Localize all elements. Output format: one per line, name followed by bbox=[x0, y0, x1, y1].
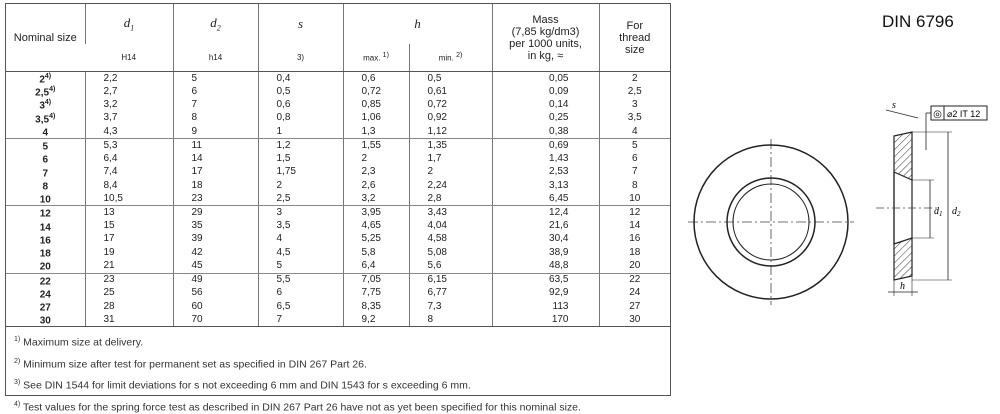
footnotes bbox=[6, 327, 670, 414]
header-mass: Mass (7,85 kg/dm3) per 1000 units, in kg, ≈ bbox=[492, 4, 599, 72]
cell-thread: 4 bbox=[599, 125, 670, 139]
cell-s: 2,5 bbox=[258, 192, 343, 206]
cell-hmax: 1,55 bbox=[343, 139, 409, 153]
cell-d1: 17 bbox=[85, 233, 173, 246]
cell-hmin: 5,08 bbox=[409, 246, 492, 259]
cell-hmin: 1,12 bbox=[409, 125, 492, 139]
cell-hmin: 0,61 bbox=[409, 85, 492, 98]
cell-hmax: 1,3 bbox=[343, 125, 409, 139]
cell-d2: 45 bbox=[173, 259, 258, 273]
table-row bbox=[6, 287, 670, 300]
cell-thread: 7 bbox=[599, 166, 670, 179]
cell-size: 16 bbox=[39, 235, 51, 247]
cell-thread: 12 bbox=[599, 206, 670, 220]
cell-hmin: 6,15 bbox=[409, 273, 492, 287]
dimension-table bbox=[6, 4, 670, 327]
cell-mass: 0,05 bbox=[492, 72, 599, 86]
s-label: s bbox=[892, 100, 896, 111]
header-s-reference: 3) bbox=[258, 44, 343, 72]
table-row bbox=[6, 259, 670, 273]
cell-mass: 3,13 bbox=[492, 179, 599, 192]
washer-section-view bbox=[868, 98, 990, 298]
cell-hmax: 8,35 bbox=[343, 300, 409, 313]
cell-size: 6 bbox=[42, 154, 49, 166]
cell-d2: 39 bbox=[173, 233, 258, 246]
cell-s: 6 bbox=[258, 287, 343, 300]
upper-section-hatch bbox=[894, 132, 912, 180]
cell-mass: 170 bbox=[492, 313, 599, 327]
cell-s: 1,2 bbox=[258, 139, 343, 153]
cell-s: 4 bbox=[258, 233, 343, 246]
cell-s: 6,5 bbox=[258, 300, 343, 313]
cell-thread: 8 bbox=[599, 179, 670, 192]
table-row bbox=[6, 233, 670, 246]
cell-d2: 18 bbox=[173, 179, 258, 192]
cell-size: 30 bbox=[6, 313, 85, 327]
cell-d2: 49 bbox=[173, 273, 258, 287]
cell-size: 3,5$^{4)}$ bbox=[35, 112, 56, 126]
cell-thread: 14 bbox=[599, 220, 670, 233]
cell-d1: 3,7 bbox=[85, 112, 173, 125]
cell-d2: 42 bbox=[173, 246, 258, 259]
header-d2: $d_2$ bbox=[173, 4, 258, 44]
cell-hmin: 0,92 bbox=[409, 112, 492, 125]
cell-s: 1,75 bbox=[258, 166, 343, 179]
cell-size: 2$^{4)}$ bbox=[39, 73, 52, 86]
cell-s: 3 bbox=[258, 206, 343, 220]
cell-hmax: 7,05 bbox=[343, 273, 409, 287]
cell-hmax: 0,6 bbox=[343, 72, 409, 86]
cell-hmax: 3,2 bbox=[343, 192, 409, 206]
header-h-min: min. $^{2)}$ bbox=[409, 44, 492, 72]
cell-d2: 35 bbox=[173, 220, 258, 233]
cell-thread: 30 bbox=[599, 313, 670, 327]
cell-d2: 23 bbox=[173, 192, 258, 206]
cell-d1: 31 bbox=[85, 313, 173, 327]
d1-label: $d_1$ bbox=[934, 206, 943, 218]
table-body bbox=[6, 72, 670, 327]
cell-thread: 3,5 bbox=[599, 112, 670, 125]
cell-d1: 3,2 bbox=[85, 98, 173, 111]
cell-size: 10 bbox=[6, 192, 85, 206]
cell-d2: 5 bbox=[173, 72, 258, 86]
cell-d2: 7 bbox=[173, 98, 258, 111]
cell-size: 14 bbox=[39, 221, 51, 233]
table-row bbox=[6, 72, 670, 86]
cell-size: 24 bbox=[39, 289, 51, 301]
cell-thread: 18 bbox=[599, 246, 670, 259]
table-row bbox=[6, 179, 670, 192]
cell-thread: 27 bbox=[599, 300, 670, 313]
cell-hmin: 5,6 bbox=[409, 259, 492, 273]
cell-d1: 2,2 bbox=[85, 72, 173, 86]
cell-hmin: 4,58 bbox=[409, 233, 492, 246]
cell-hmin: 4,04 bbox=[409, 220, 492, 233]
cell-thread: 16 bbox=[599, 233, 670, 246]
cell-d2: 60 bbox=[173, 300, 258, 313]
d2-label: $d_2$ bbox=[952, 206, 961, 218]
lower-section-hatch bbox=[894, 238, 912, 280]
cell-d1: 15 bbox=[85, 220, 173, 233]
cell-s: 4,5 bbox=[258, 246, 343, 259]
cell-mass: 92,9 bbox=[492, 287, 599, 300]
cell-mass: 12,4 bbox=[492, 206, 599, 220]
cell-d2: 17 bbox=[173, 166, 258, 179]
cell-mass: 63,5 bbox=[492, 273, 599, 287]
cell-hmax: 4,65 bbox=[343, 220, 409, 233]
cell-thread: 10 bbox=[599, 192, 670, 206]
cell-hmax: 5,25 bbox=[343, 233, 409, 246]
cell-hmax: 6,4 bbox=[343, 259, 409, 273]
cell-size: 2,5$^{4)}$ bbox=[35, 86, 56, 99]
cell-d1: 6,4 bbox=[85, 152, 173, 165]
cell-d1: 21 bbox=[85, 259, 173, 273]
cell-d2: 11 bbox=[173, 139, 258, 153]
cell-hmin: 2,24 bbox=[409, 179, 492, 192]
cell-s: 5,5 bbox=[258, 273, 343, 287]
cell-size: 18 bbox=[39, 248, 51, 260]
footnote-4: $^{4)}$ Test values for the spring force test as described in DIN 267 Part 26 have not as yet been specified for this nominal size. bbox=[14, 400, 581, 414]
cell-hmax: 3,95 bbox=[343, 206, 409, 220]
cell-mass: 48,8 bbox=[492, 259, 599, 273]
cell-hmax: 1,06 bbox=[343, 112, 409, 125]
cell-s: 7 bbox=[258, 313, 343, 327]
table-row bbox=[6, 313, 670, 327]
cell-thread: 3 bbox=[599, 98, 670, 111]
cell-d2: 29 bbox=[173, 206, 258, 220]
cell-d1: 25 bbox=[85, 287, 173, 300]
cell-hmin: 1,7 bbox=[409, 152, 492, 165]
cell-mass: 21,6 bbox=[492, 220, 599, 233]
table-row bbox=[6, 220, 670, 233]
table-row bbox=[6, 206, 670, 220]
cell-thread: 24 bbox=[599, 287, 670, 300]
header-thread-size: For thread size bbox=[599, 4, 670, 72]
cell-hmin: 8 bbox=[409, 313, 492, 327]
cell-d1: 23 bbox=[85, 273, 173, 287]
cell-mass: 0,25 bbox=[492, 112, 599, 125]
cell-d1: 2,7 bbox=[85, 85, 173, 98]
cell-hmax: 7,75 bbox=[343, 287, 409, 300]
cell-mass: 1,43 bbox=[492, 152, 599, 165]
cell-d2: 6 bbox=[173, 85, 258, 98]
cell-hmax: 9,2 bbox=[343, 313, 409, 327]
cell-d1: 19 bbox=[85, 246, 173, 259]
cell-s: 0,6 bbox=[258, 98, 343, 111]
cell-size: 7 bbox=[42, 167, 49, 179]
cell-d1: 8,4 bbox=[85, 179, 173, 192]
cell-thread: 2 bbox=[599, 72, 670, 86]
cell-size: 20 bbox=[6, 259, 85, 273]
cell-d2: 70 bbox=[173, 313, 258, 327]
washer-outer-circle bbox=[694, 145, 848, 299]
table-row bbox=[6, 125, 670, 139]
cell-hmin: 0,72 bbox=[409, 98, 492, 111]
cell-thread: 20 bbox=[599, 259, 670, 273]
header-d2-tolerance: h14 bbox=[173, 44, 258, 72]
cell-mass: 30,4 bbox=[492, 233, 599, 246]
cell-hmin: 0,5 bbox=[409, 72, 492, 86]
table-row bbox=[6, 152, 670, 165]
cell-d1: 10,5 bbox=[85, 192, 173, 206]
footnote-1: $^{1)}$ Maximum size at delivery. bbox=[14, 336, 144, 349]
cell-size: 22 bbox=[39, 275, 51, 287]
tolerance-value: ⌀2 IT 12 bbox=[947, 109, 981, 119]
cell-s: 3,5 bbox=[258, 220, 343, 233]
cell-mass: 2,53 bbox=[492, 166, 599, 179]
cell-size: 27 bbox=[39, 302, 51, 314]
cell-hmin: 3,43 bbox=[409, 206, 492, 220]
cell-size: 4 bbox=[6, 125, 85, 139]
footnote-3: $^{3)}$ See DIN 1544 for limit deviations for s not exceeding 6 mm and DIN 1543 for s exceeding 6 mm. bbox=[14, 379, 471, 392]
cell-size: 8 bbox=[42, 181, 49, 193]
dimension-table-frame bbox=[5, 3, 671, 414]
cell-hmin: 6,77 bbox=[409, 287, 492, 300]
cell-mass: 38,9 bbox=[492, 246, 599, 259]
cell-mass: 0,38 bbox=[492, 125, 599, 139]
table-row bbox=[6, 192, 670, 206]
cell-thread: 5 bbox=[599, 139, 670, 153]
cell-size: 12 bbox=[39, 208, 51, 220]
cell-s: 2 bbox=[258, 179, 343, 192]
concentricity-icon: ◎ bbox=[933, 109, 942, 120]
cell-d1: 28 bbox=[85, 300, 173, 313]
table-row bbox=[6, 166, 670, 179]
cell-hmax: 2,3 bbox=[343, 166, 409, 179]
cell-d2: 56 bbox=[173, 287, 258, 300]
cell-d1: 13 bbox=[85, 206, 173, 220]
header-nominal-size: Nominal size bbox=[6, 4, 85, 72]
cell-d1: 7,4 bbox=[85, 166, 173, 179]
header-d1: $d_1$ bbox=[85, 4, 173, 44]
cell-d2: 14 bbox=[173, 152, 258, 165]
cell-mass: 6,45 bbox=[492, 192, 599, 206]
cell-hmin: 2,8 bbox=[409, 192, 492, 206]
cell-mass: 0,09 bbox=[492, 85, 599, 98]
cell-size: 5 bbox=[42, 141, 49, 153]
cell-hmin: 7,3 bbox=[409, 300, 492, 313]
table-row bbox=[6, 98, 670, 111]
cell-s: 1 bbox=[258, 125, 343, 139]
table-row bbox=[6, 300, 670, 313]
table-row bbox=[6, 246, 670, 259]
washer-front-view bbox=[686, 137, 856, 307]
cell-mass: 113 bbox=[492, 300, 599, 313]
cell-d1: 4,3 bbox=[85, 125, 173, 139]
h-label: h bbox=[900, 281, 905, 292]
cell-hmax: 5,8 bbox=[343, 246, 409, 259]
footnote-2: $^{2)}$ Minimum size after test for permanent set as specified in DIN 267 Part 26. bbox=[14, 357, 367, 371]
header-h: h bbox=[343, 4, 492, 44]
cell-hmin: 1,35 bbox=[409, 139, 492, 153]
cell-hmax: 0,72 bbox=[343, 85, 409, 98]
cell-size: 3$^{4)}$ bbox=[39, 99, 52, 112]
cell-thread: 2,5 bbox=[599, 85, 670, 98]
cell-mass: 0,69 bbox=[492, 139, 599, 153]
cell-thread: 22 bbox=[599, 273, 670, 287]
cell-d2: 9 bbox=[173, 125, 258, 139]
header-h-max: max. $^{1)}$ bbox=[343, 44, 409, 72]
cell-s: 1,5 bbox=[258, 152, 343, 165]
cell-s: 0,4 bbox=[258, 72, 343, 86]
cell-hmax: 2 bbox=[343, 152, 409, 165]
cell-s: 0,5 bbox=[258, 85, 343, 98]
cell-d2: 8 bbox=[173, 112, 258, 125]
cell-d1: 5,3 bbox=[85, 139, 173, 153]
table-row bbox=[6, 112, 670, 125]
cell-s: 5 bbox=[258, 259, 343, 273]
cell-thread: 6 bbox=[599, 152, 670, 165]
table-row bbox=[6, 273, 670, 287]
cell-s: 0,8 bbox=[258, 112, 343, 125]
cell-mass: 0,14 bbox=[492, 98, 599, 111]
table-row bbox=[6, 139, 670, 153]
cell-hmin: 2 bbox=[409, 166, 492, 179]
header-d1-tolerance: H14 bbox=[85, 44, 173, 72]
cell-hmax: 2,6 bbox=[343, 179, 409, 192]
table-row bbox=[6, 85, 670, 98]
cell-hmax: 0,85 bbox=[343, 98, 409, 111]
document-title: DIN 6796 bbox=[882, 12, 954, 31]
header-s: s bbox=[258, 4, 343, 44]
